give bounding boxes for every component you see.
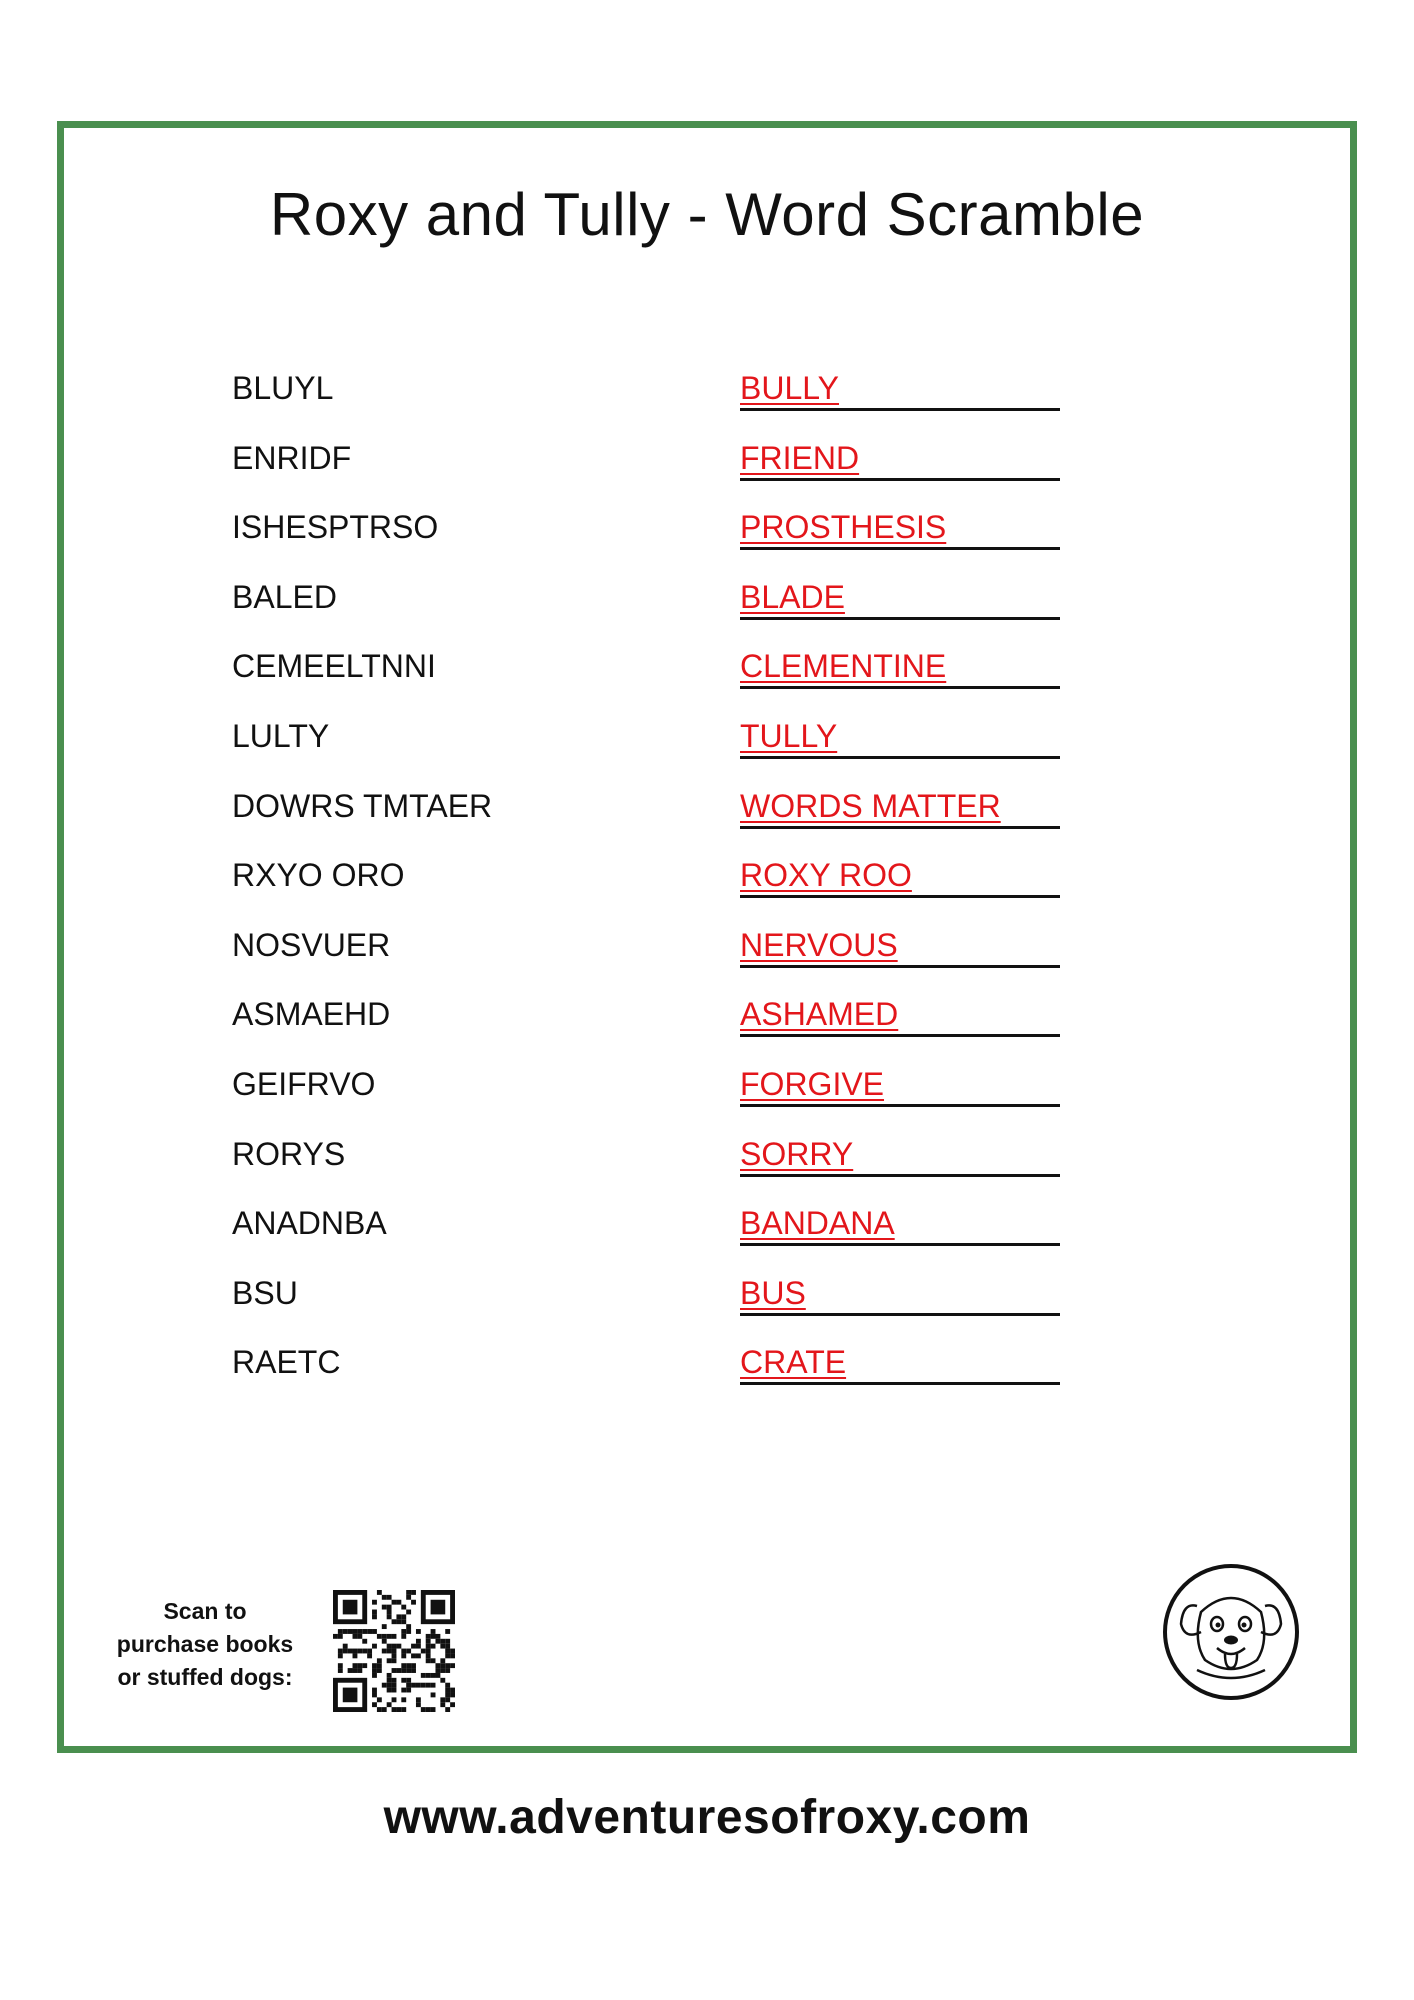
answer-line (740, 617, 1060, 620)
answer-line (740, 895, 1060, 898)
answer-line (740, 965, 1060, 968)
scramble-row (0, 440, 1414, 510)
website-url[interactable]: www.adventuresofroxy.com (383, 1791, 1031, 1844)
scramble-row (0, 857, 1414, 927)
scan-caption-line-3: or stuffed dogs: (117, 1664, 293, 1690)
answer-text: PROSTHESIS (740, 509, 947, 546)
answer-text: BLADE (740, 578, 845, 615)
answer-text: BULLY (740, 370, 840, 406)
scrambled-word: LULTY (232, 717, 330, 754)
scrambled-word: BALED (232, 578, 337, 615)
scrambled-word: ASMAEHD (232, 996, 391, 1033)
dog-face-logo-icon (1161, 1562, 1301, 1702)
scramble-row (0, 509, 1414, 579)
answer-line (740, 478, 1060, 481)
answer-text: ROXY ROO (740, 857, 912, 894)
scramble-row (0, 1275, 1414, 1345)
scramble-row (0, 996, 1414, 1066)
answer-text: SORRY (740, 1135, 854, 1172)
word-scramble-list (0, 370, 1414, 1414)
answer-text: CRATE (740, 1344, 847, 1381)
answer-line (740, 1034, 1060, 1037)
answer-text: FRIEND (740, 439, 860, 476)
answer-text: WORDS MATTER (740, 787, 1001, 824)
scramble-row (0, 370, 1414, 440)
scan-caption-line-1: Scan to (163, 1598, 247, 1624)
scramble-row (0, 1205, 1414, 1275)
scramble-row (0, 788, 1414, 858)
answer-line (740, 826, 1060, 829)
answer-line (740, 1382, 1060, 1385)
scrambled-word: DOWRS TMTAER (232, 787, 493, 824)
answer-line (740, 756, 1060, 759)
scrambled-word: ENRIDF (232, 439, 352, 476)
scan-caption-line-2: purchase books (116, 1631, 294, 1657)
answer-text: BUS (740, 1274, 806, 1311)
scrambled-word: RORYS (232, 1135, 346, 1172)
answer-text: FORGIVE (740, 1065, 885, 1102)
scramble-row (0, 648, 1414, 718)
scrambled-word: ISHESPTRSO (232, 509, 439, 546)
answer-line (740, 1174, 1060, 1177)
scramble-row (0, 1344, 1414, 1414)
scrambled-word: BSU (232, 1274, 298, 1311)
answer-line (740, 1313, 1060, 1316)
scrambled-word: BLUYL (232, 370, 334, 406)
answer-text: NERVOUS (740, 926, 898, 963)
scrambled-word: RXYO ORO (232, 857, 405, 894)
answer-text: CLEMENTINE (740, 648, 947, 685)
answer-line (740, 1243, 1060, 1246)
scramble-row (0, 718, 1414, 788)
qr-code-icon[interactable] (333, 1590, 455, 1712)
scrambled-word: CEMEELTNNI (232, 648, 436, 685)
scrambled-word: GEIFRVO (232, 1065, 376, 1102)
scramble-row (0, 579, 1414, 649)
scrambled-word: RAETC (232, 1344, 341, 1381)
answer-line (740, 408, 1060, 411)
answer-text: ASHAMED (740, 996, 899, 1033)
scramble-row (0, 1066, 1414, 1136)
scan-caption (90, 1595, 320, 1694)
answer-text: TULLY (740, 717, 838, 754)
answer-text: BANDANA (740, 1205, 895, 1242)
scramble-row (0, 927, 1414, 997)
page-title: Roxy and Tully - Word Scramble (269, 181, 1145, 248)
answer-line (740, 547, 1060, 550)
scramble-row (0, 1136, 1414, 1206)
answer-line (740, 1104, 1060, 1107)
answer-line (740, 686, 1060, 689)
scrambled-word: ANADNBA (232, 1205, 387, 1242)
scrambled-word: NOSVUER (232, 926, 391, 963)
